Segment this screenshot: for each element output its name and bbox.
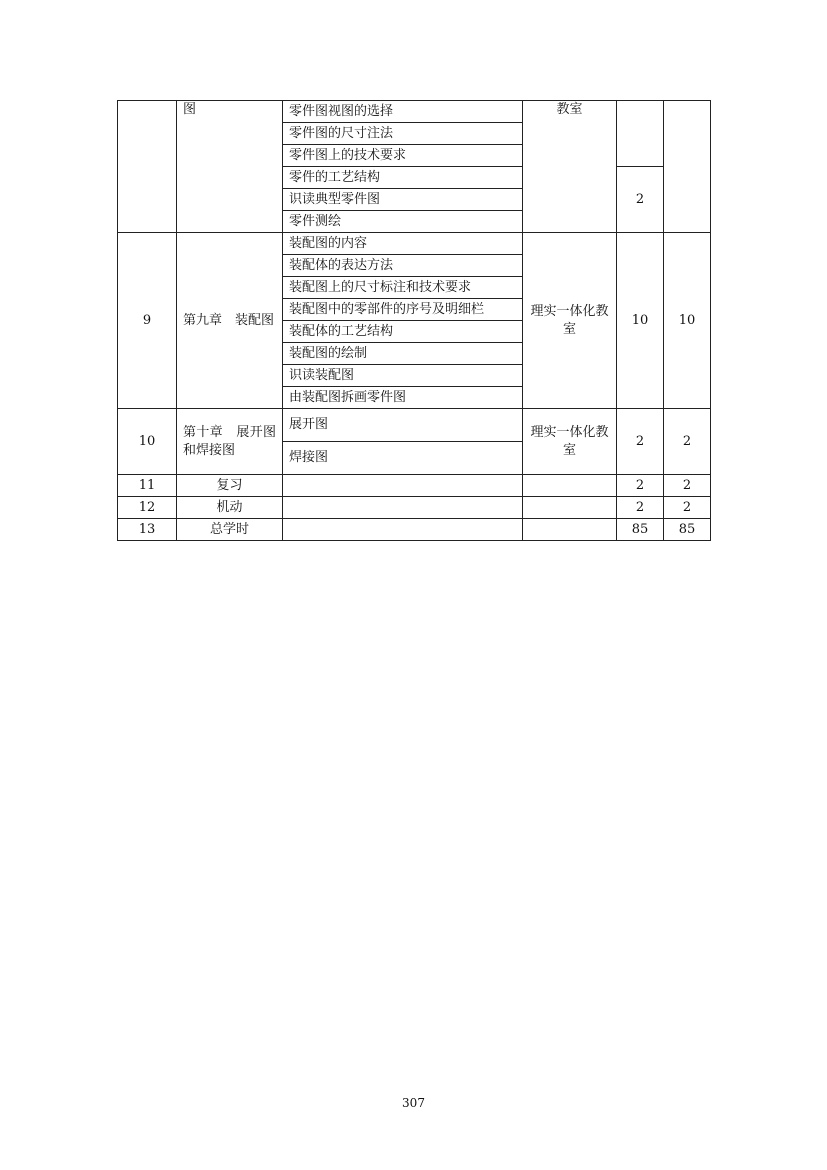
- topic-cell: 装配体的表达方法: [283, 255, 523, 277]
- total-cell: 2: [664, 475, 711, 497]
- chapter-cell: 机动: [177, 497, 283, 519]
- chapter-cell: 复习: [177, 475, 283, 497]
- table-row: [118, 233, 711, 255]
- hours-cell: 2: [617, 167, 664, 233]
- total-cell: 2: [664, 497, 711, 519]
- chapter-cell: 第九章 装配图: [177, 233, 283, 409]
- topic-cell: 识读装配图: [283, 365, 523, 387]
- topic-cell: [283, 519, 523, 541]
- topic-cell: [283, 475, 523, 497]
- hours-cell: 2: [617, 497, 664, 519]
- topic-cell: 由装配图拆画零件图: [283, 387, 523, 409]
- total-cell: 85: [664, 519, 711, 541]
- row-number-cell: 11: [118, 475, 177, 497]
- table-row: [118, 519, 711, 541]
- table-row: [118, 497, 711, 519]
- hours-cell: 2: [617, 475, 664, 497]
- room-cell: [523, 497, 617, 519]
- hours-cell: 85: [617, 519, 664, 541]
- room-cell: 理实一体化教室: [523, 409, 617, 475]
- topic-cell: 焊接图: [283, 442, 523, 475]
- chapter-cell: 第十章 展开图和焊接图: [177, 409, 283, 475]
- total-cell: 10: [664, 233, 711, 409]
- topic-cell: 零件图视图的选择: [283, 101, 523, 123]
- row-number-cell: 12: [118, 497, 177, 519]
- hours-cell: 10: [617, 233, 664, 409]
- row-number-cell: 13: [118, 519, 177, 541]
- hours-cell: 2: [617, 409, 664, 475]
- course-schedule-table: [117, 100, 711, 541]
- topic-cell: 装配体的工艺结构: [283, 321, 523, 343]
- chapter-cell: 图: [177, 101, 283, 233]
- topic-cell: 零件图的尺寸注法: [283, 123, 523, 145]
- topic-cell: 零件的工艺结构: [283, 167, 523, 189]
- room-cell: 理实一体化教室: [523, 233, 617, 409]
- topic-cell: [283, 497, 523, 519]
- table-row: [118, 475, 711, 497]
- topic-cell: 零件测绘: [283, 211, 523, 233]
- row-number-cell: 9: [118, 233, 177, 409]
- row-number-cell: 10: [118, 409, 177, 475]
- topic-cell: 零件图上的技术要求: [283, 145, 523, 167]
- topic-cell: 展开图: [283, 409, 523, 442]
- chapter-cell: 总学时: [177, 519, 283, 541]
- hours-cell: [617, 101, 664, 167]
- topic-cell: 装配图中的零部件的序号及明细栏: [283, 299, 523, 321]
- total-cell: 2: [664, 409, 711, 475]
- table-row: [118, 101, 711, 123]
- row-number-cell: [118, 101, 177, 233]
- total-cell: [664, 101, 711, 233]
- topic-cell: 装配图的内容: [283, 233, 523, 255]
- page-number: 307: [402, 1096, 425, 1110]
- table-row: [118, 409, 711, 442]
- room-cell: [523, 519, 617, 541]
- topic-cell: 识读典型零件图: [283, 189, 523, 211]
- room-cell: 教室: [523, 101, 617, 233]
- topic-cell: 装配图上的尺寸标注和技术要求: [283, 277, 523, 299]
- topic-cell: 装配图的绘制: [283, 343, 523, 365]
- room-cell: [523, 475, 617, 497]
